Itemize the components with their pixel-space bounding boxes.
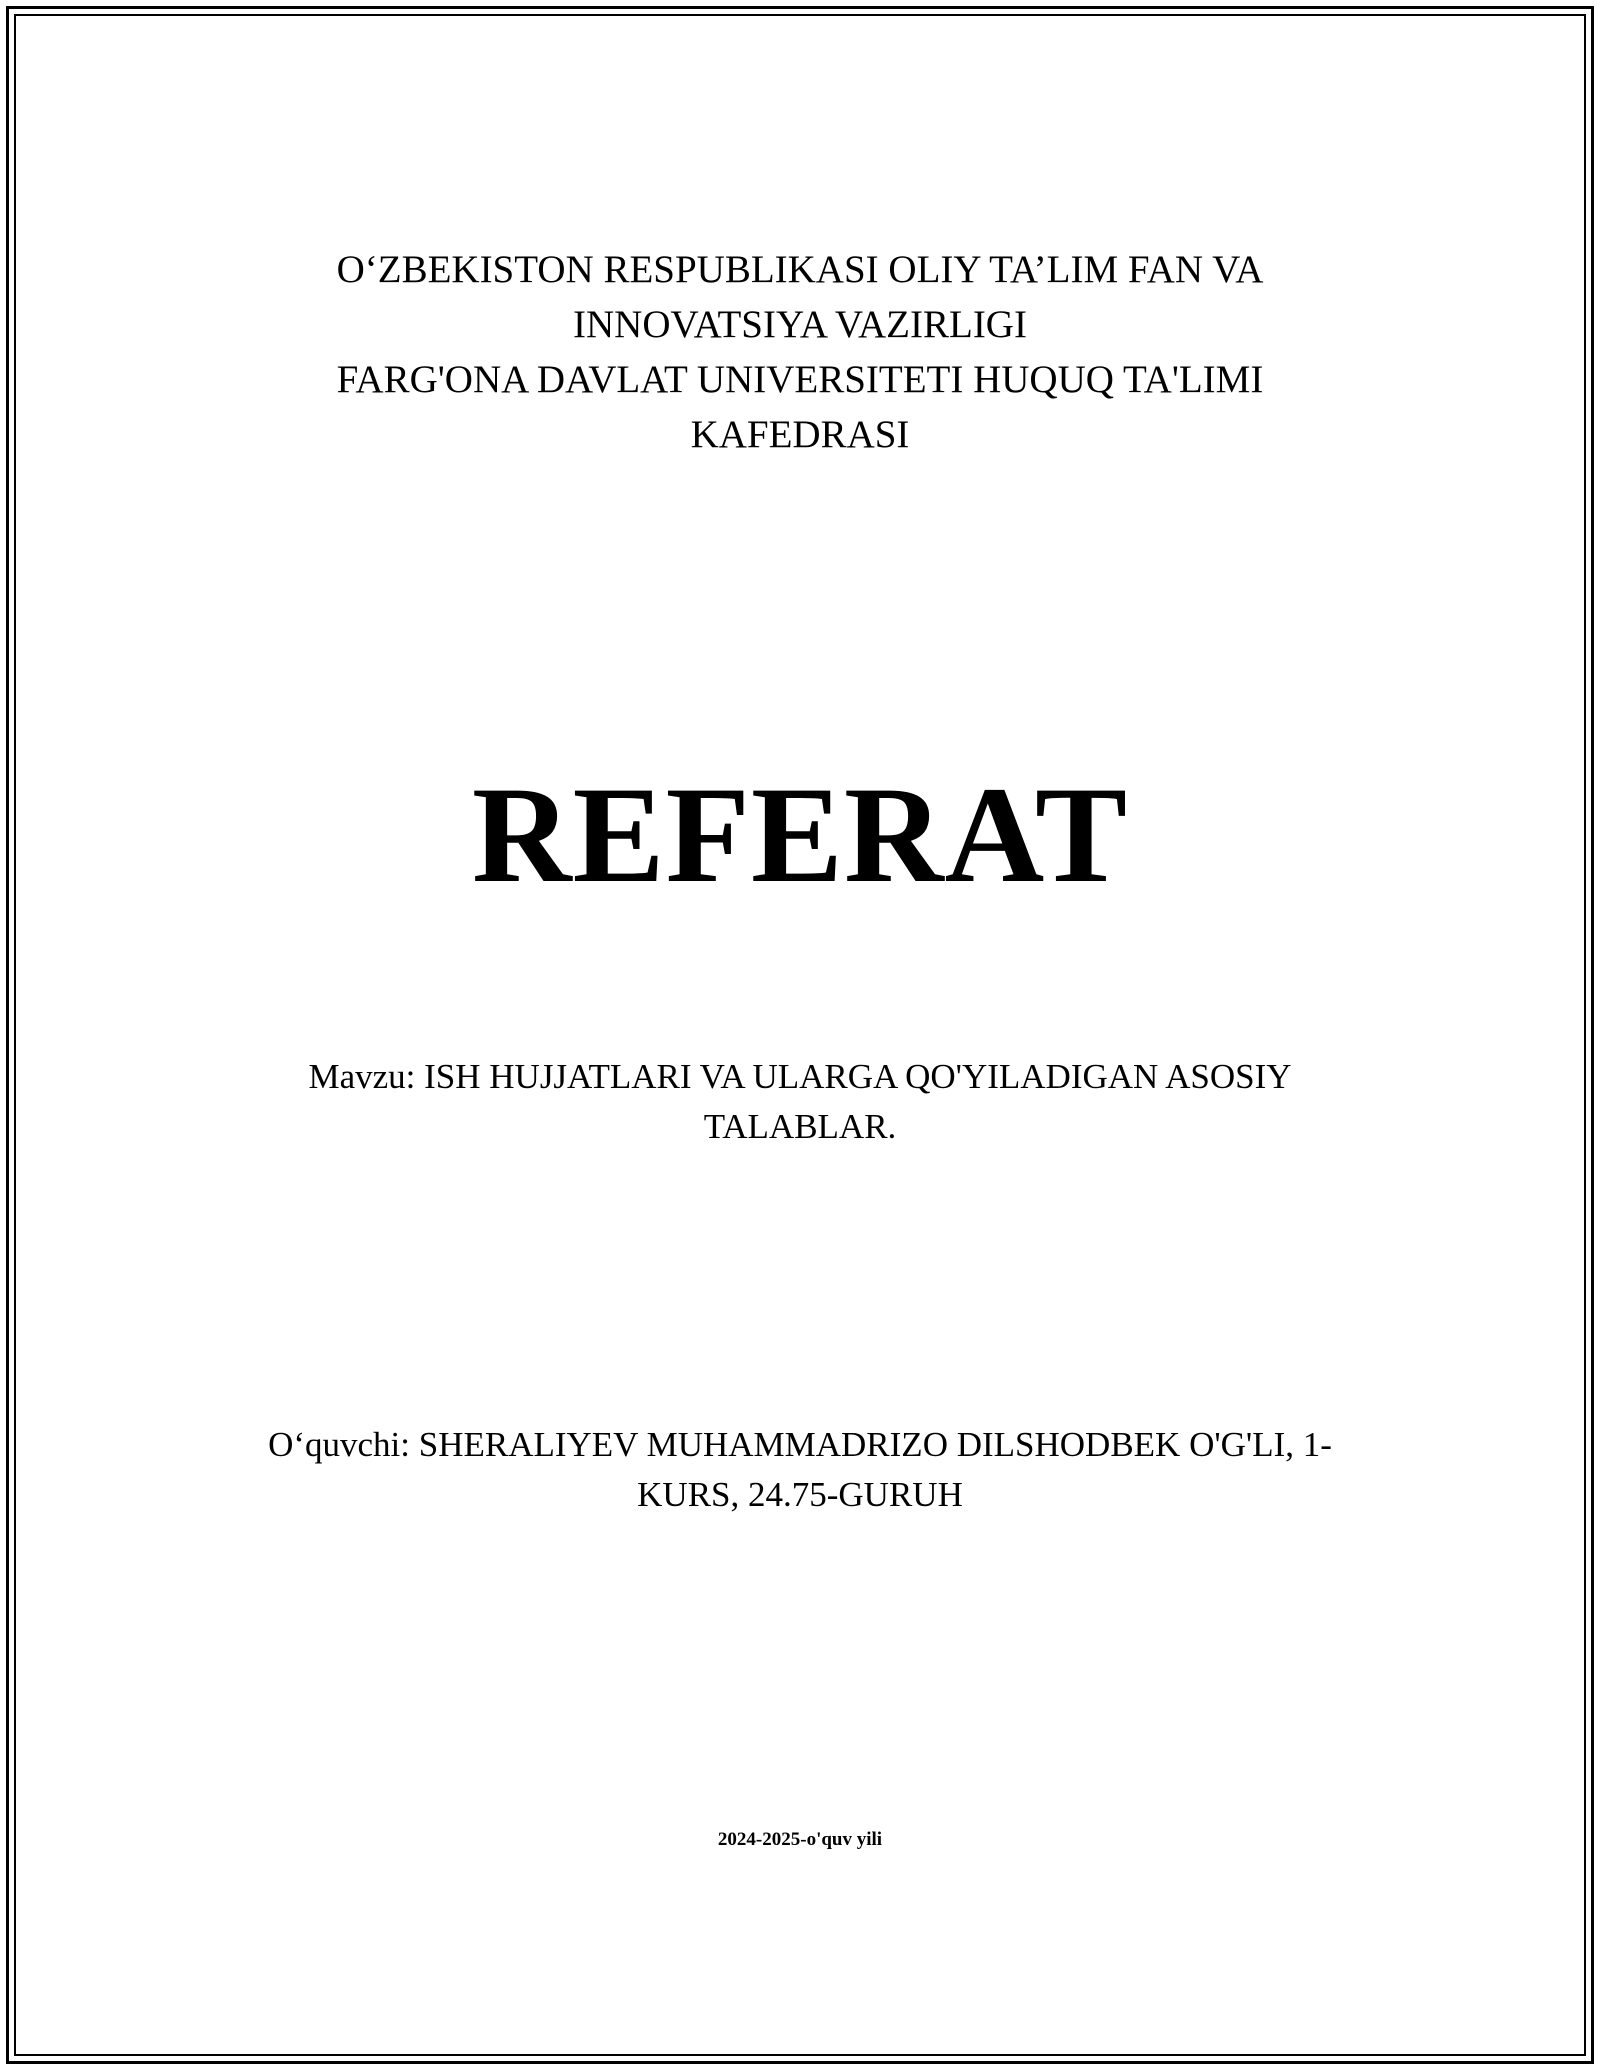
student-block [200,1420,1400,1520]
header-line: KAFEDRASI [690,413,910,456]
topic-line: TALABLAR. [703,1107,897,1146]
student-line: KURS, 24.75-GURUH [637,1475,963,1514]
academic-year: 2024-2025-o'quv yili [717,1829,883,1850]
header-line: O‘ZBEKISTON RESPUBLIKASI OLIY TA’LIM FAN VA [336,248,1264,291]
header-line: INNOVATSIYA VAZIRLIGI [573,303,1027,346]
student-line: O‘quvchi: SHERALIYEV MUHAMMADRIZO DILSHODBEK O'G'LI, 1- [268,1425,1332,1464]
ministry-header [200,242,1400,462]
header-line: FARG'ONA DAVLAT UNIVERSITETI HUQUQ TA'LIMI [336,358,1264,401]
topic-block [200,1052,1400,1152]
document-title: REFERAT [471,758,1129,911]
topic-line: Mavzu: ISH HUJJATLARI VA ULARGA QO'YILADIGAN ASOSIY [308,1057,1292,1096]
